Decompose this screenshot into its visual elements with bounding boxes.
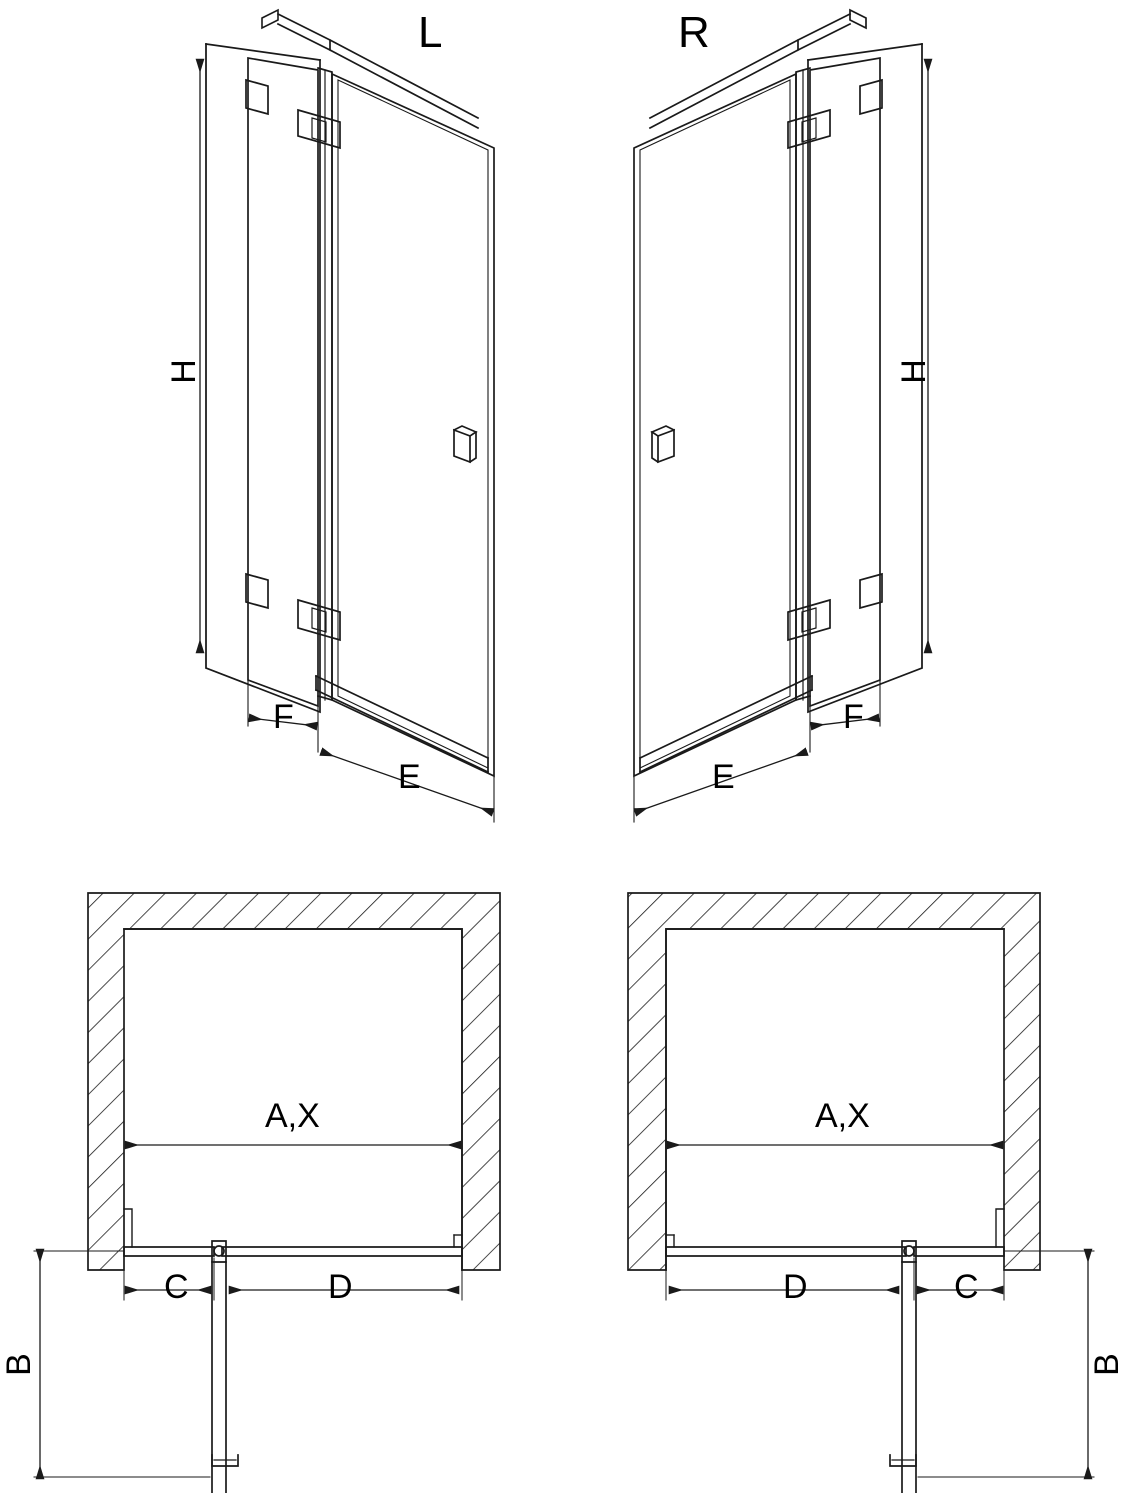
plan-view-left <box>34 893 500 1493</box>
label-width-left: A,X <box>265 1097 320 1135</box>
label-d-left: D <box>328 1268 353 1306</box>
plan-view-right <box>628 893 1094 1493</box>
label-depth-right: B <box>1087 1353 1126 1376</box>
label-c-left: C <box>164 1268 189 1306</box>
label-height-left: H <box>164 359 203 384</box>
label-door-left: E <box>398 758 421 796</box>
label-fixed-right: F <box>843 698 864 736</box>
label-c-right: C <box>954 1268 979 1306</box>
label-depth-left: B <box>0 1353 38 1376</box>
label-left-view: L <box>418 8 443 57</box>
label-width-right: A,X <box>815 1097 870 1135</box>
iso-view-right <box>634 10 928 822</box>
label-door-right: E <box>712 758 735 796</box>
label-right-view: R <box>678 8 710 57</box>
label-height-right: H <box>894 359 933 384</box>
label-d-right: D <box>783 1268 808 1306</box>
label-fixed-left: F <box>273 698 294 736</box>
iso-view-left <box>200 10 494 822</box>
